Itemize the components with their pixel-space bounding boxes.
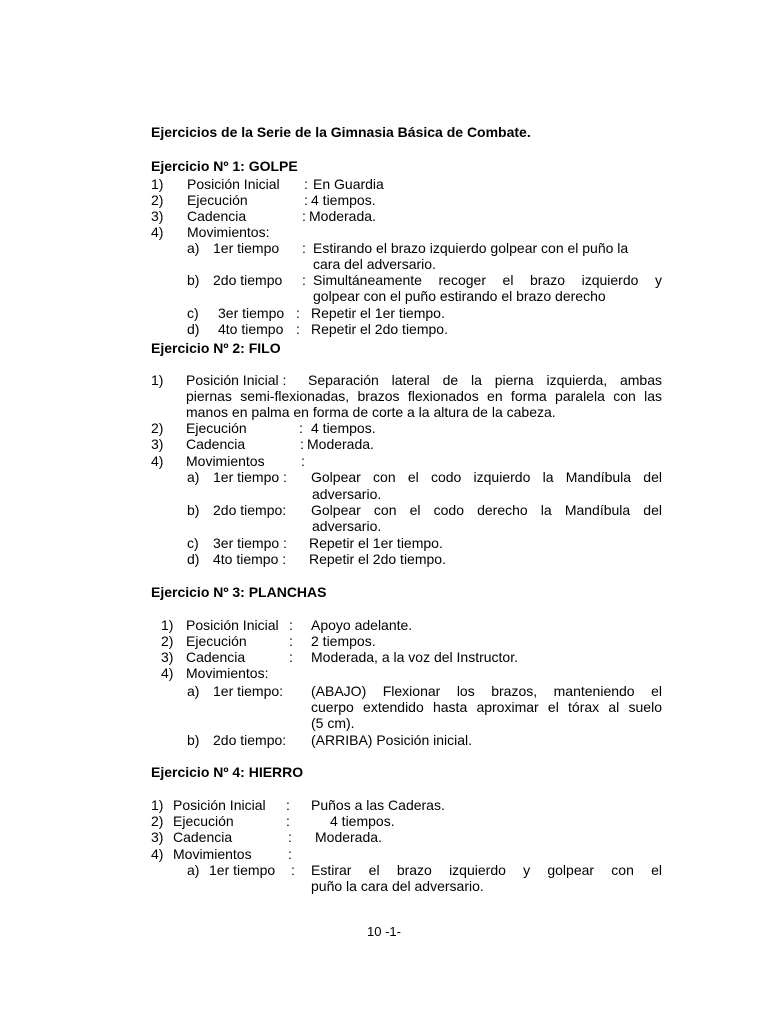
ex2-item-2-value: 4 tiempos. [311,420,376,436]
ex4-item-3-number: 3) [151,829,164,845]
ex2-item-4-sep: : [301,453,305,469]
ex3-item-4-label: Movimientos: [186,665,269,681]
ex2-move-d-label: 4to tiempo : [213,551,287,567]
ex1-move-c-label: 3er tiempo [218,305,285,321]
ex1-move-a-key: a) [187,240,200,256]
ex4-move-a-line-2: puño la cara del adversario. [311,878,484,894]
ex4-item-4-sep: : [288,846,292,862]
ex3-move-a-line-3: (5 cm). [311,715,355,731]
ex1-move-c-line-1: Repetir el 1er tiempo. [311,305,445,321]
ex1-move-d-key: d) [187,321,200,337]
ex3-item-2-label: Ejecución [186,633,247,649]
ex2-item-3-sep: : [300,436,304,452]
ex1-item-1-label: Posición Inicial [187,176,280,192]
ex1-item-1-value: En Guardia [313,176,384,192]
ex1-move-c-sep: : [296,305,300,321]
ex4-item-3-sep: : [288,829,292,845]
ex3-item-1-value: Apoyo adelante. [311,617,413,633]
ex3-item-1-sep: : [289,617,293,633]
ex4-move-a-key: a) [187,862,200,878]
ex2-move-b-key: b) [187,502,200,518]
ex3-move-a-line-1: (ABAJO) Flexionar los brazos, manteniendo el [311,683,662,699]
ex2-item-1-number: 1) [151,372,164,388]
ex2-item-1-line-1: Separación lateral de la pierna izquierda, ambas [308,372,662,388]
ex2-item-4-label: Movimientos [186,453,265,469]
ex1-move-d-line-1: Repetir el 2do tiempo. [311,321,448,337]
ex2-move-b-line-2: adversario. [312,518,382,534]
ex4-item-4-label: Movimientos [173,846,252,862]
ex2-move-c-line-1: Repetir el 1er tiempo. [309,535,443,551]
ex3-item-1-number: 1) [161,617,174,633]
ex1-item-3-sep: : [302,208,306,224]
ex2-move-a-key: a) [187,469,200,485]
ex1-move-a-sep: : [302,240,306,256]
ex3-item-1-label: Posición Inicial [186,617,279,633]
ex2-move-c-label: 3er tiempo : [213,535,287,551]
ex1-item-2-sep: : [304,192,308,208]
ex1-move-a-label: 1er tiempo [213,240,280,256]
ex1-item-2-value: 4 tiempos. [311,192,376,208]
ex2-move-d-line-1: Repetir el 2do tiempo. [309,551,446,567]
ex1-heading: Ejercicio Nº 1: GOLPE [151,158,298,174]
ex1-move-d-label: 4to tiempo [218,321,284,337]
ex4-item-1-label: Posición Inicial [173,797,266,813]
ex3-item-2-value: 2 tiempos. [311,633,376,649]
ex2-item-3-label: Cadencia [186,436,246,452]
ex1-move-b-sep: : [302,272,306,288]
ex1-move-a-line-2: cara del adversario. [313,256,436,272]
ex2-move-c-key: c) [187,535,199,551]
ex1-move-a-line-1: Estirando el brazo izquierdo golpear con el puño la [313,240,629,256]
ex3-item-3-sep: : [289,649,293,665]
ex2-item-1-line-3: manos en palma en forma de corte a la altura de la cabeza. [186,404,556,420]
ex4-item-4-number: 4) [151,846,164,862]
ex1-item-2-number: 2) [151,192,164,208]
ex1-item-2-label: Ejecución [187,192,248,208]
ex2-item-2-number: 2) [151,420,164,436]
ex1-item-1-number: 1) [151,176,164,192]
ex1-move-b-key: b) [187,272,200,288]
ex4-move-a-line-1: Estirar el brazo izquierdo y golpear con el [311,862,662,878]
ex1-item-3-value: Moderada. [309,208,376,224]
ex3-move-a-label: 1er tiempo: [213,683,284,699]
ex2-move-a-line-2: adversario. [312,486,382,502]
ex4-heading: Ejercicio Nº 4: HIERRO [151,764,304,780]
ex1-move-c-key: c) [187,305,199,321]
ex3-item-3-number: 3) [161,649,174,665]
ex1-item-1-sep: : [304,176,308,192]
ex1-move-d-sep: : [296,321,300,337]
ex1-item-4-label: Movimientos: [187,224,270,240]
ex4-item-2-label: Ejecución [173,813,234,829]
ex3-move-a-key: a) [187,683,200,699]
ex3-move-a-line-2: cuerpo extendido hasta aproximar el tórax al suelo [311,699,662,715]
ex3-item-3-label: Cadencia [186,649,246,665]
ex2-move-a-label: 1er tiempo : [213,469,287,485]
document-title: Ejercicios de la Serie de la Gimnasia Básica de Combate. [151,124,531,140]
ex1-item-3-label: Cadencia [187,208,247,224]
ex2-item-1-label: Posición Inicial : [186,372,287,388]
ex1-move-b-line-1: Simultáneamente recoger el brazo izquierdo y [313,272,662,288]
ex3-item-2-sep: : [289,633,293,649]
ex2-heading: Ejercicio Nº 2: FILO [151,340,281,356]
ex4-item-1-number: 1) [151,797,164,813]
page-number: 10 -1- [367,924,401,939]
ex4-item-2-value: 4 tiempos. [330,813,395,829]
ex4-item-2-number: 2) [151,813,164,829]
ex4-item-1-sep: : [286,797,290,813]
ex4-move-a-sep: : [291,862,295,878]
ex2-move-b-label: 2do tiempo: [213,502,287,518]
ex2-move-d-key: d) [187,551,200,567]
ex1-move-b-label: 2do tiempo [213,272,283,288]
ex3-move-b-key: b) [187,732,200,748]
ex2-item-2-label: Ejecución [186,420,247,436]
ex3-move-b-line-1: (ARRIBA) Posición inicial. [311,732,473,748]
ex1-item-4-number: 4) [151,224,164,240]
ex4-item-3-value: Moderada. [315,829,382,845]
ex3-heading: Ejercicio Nº 3: PLANCHAS [151,584,327,600]
ex2-move-a-line-1: Golpear con el codo izquierdo la Mandíbula del [311,469,662,485]
ex4-move-a-label: 1er tiempo [209,862,276,878]
ex4-item-2-sep: : [286,813,290,829]
ex4-item-3-label: Cadencia [173,829,233,845]
ex2-item-1-line-2: piernas semi-flexionadas, brazos flexionados en forma paralela con las [186,388,662,404]
ex3-item-4-number: 4) [161,665,174,681]
ex2-item-3-number: 3) [151,436,164,452]
ex3-item-2-number: 2) [161,633,174,649]
ex2-move-b-line-1: Golpear con el codo derecho la Mandíbula del [311,502,662,518]
ex1-move-b-line-2: golpear con el puño estirando el brazo derecho [313,288,606,304]
ex2-item-3-value: Moderada. [307,436,374,452]
ex2-item-4-number: 4) [151,453,164,469]
ex4-item-1-value: Puños a las Caderas. [311,797,445,813]
ex1-item-3-number: 3) [151,208,164,224]
ex2-item-2-sep: : [299,420,303,436]
ex3-item-3-value: Moderada, a la voz del Instructor. [311,649,518,665]
ex3-move-b-label: 2do tiempo: [213,732,287,748]
